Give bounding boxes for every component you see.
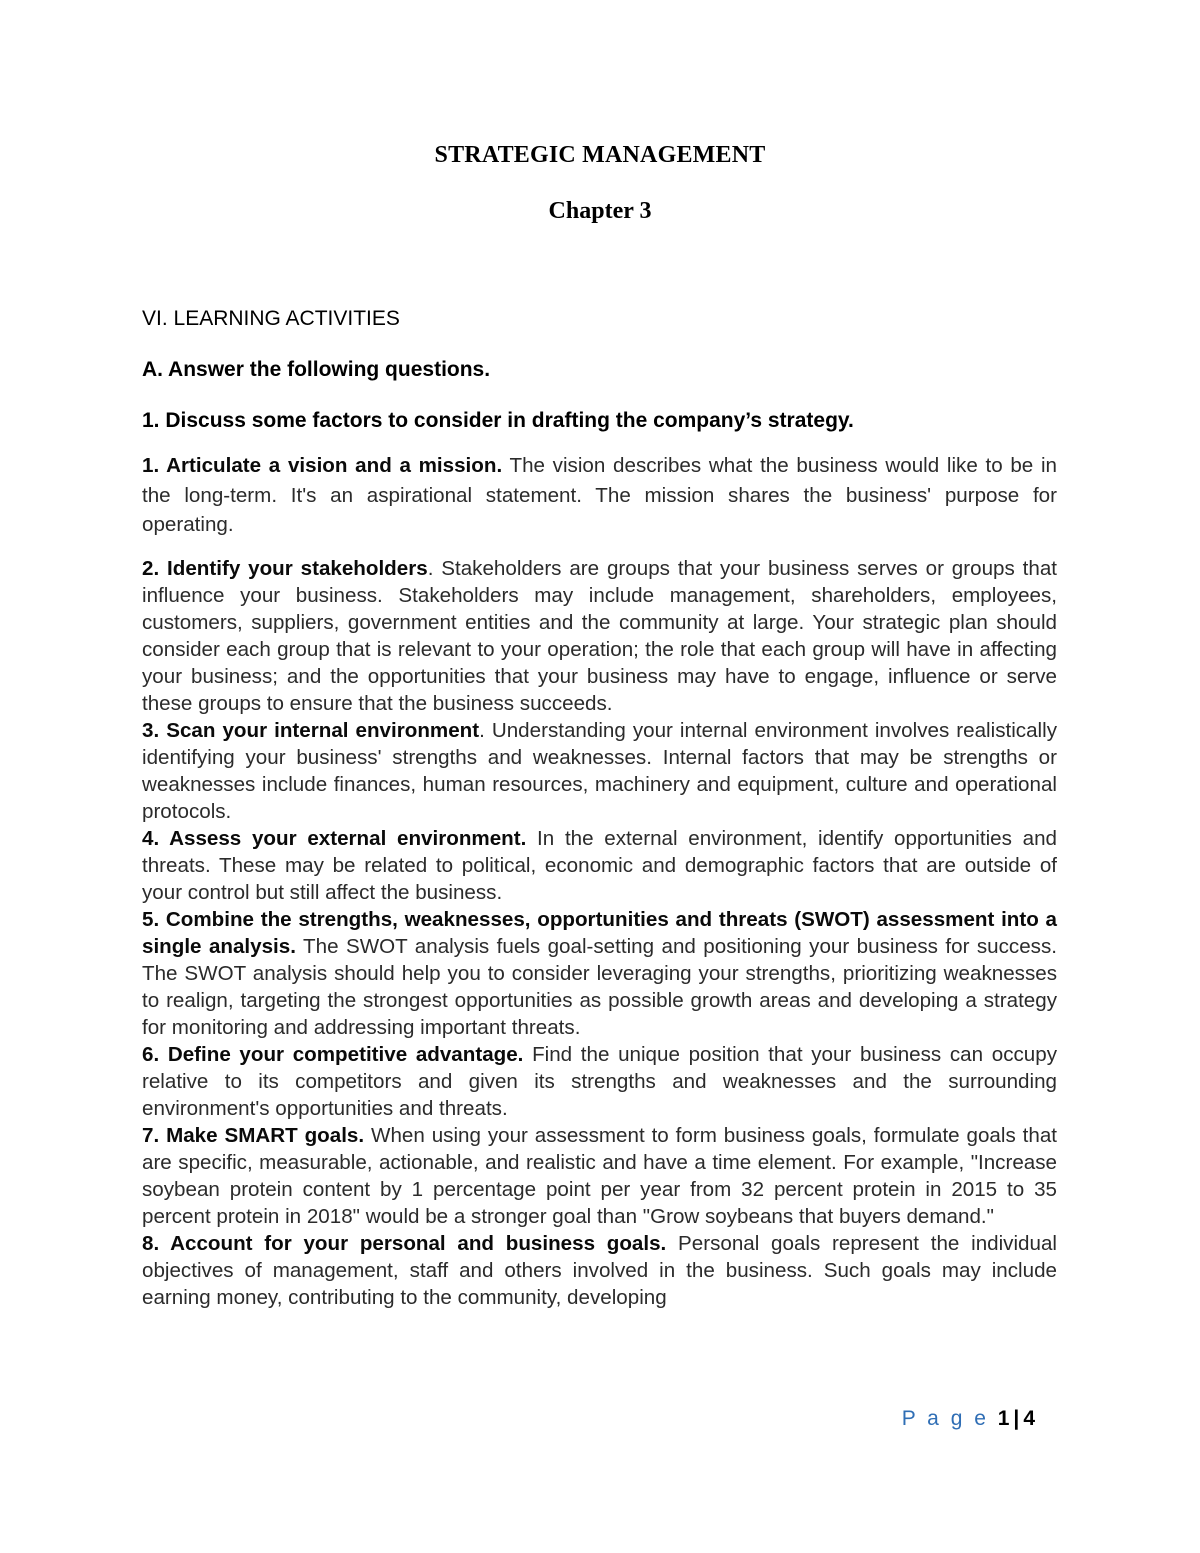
list-item (142, 1041, 1057, 1122)
list-item-lead: 6. Define your competitive advantage. (142, 1043, 524, 1066)
list-item-text: Find the unique position that your business can occupy relative to its competitors and given its strengths and weaknesses and the surrounding environment's opportunities and threats. (142, 1043, 1057, 1120)
page-footer (902, 1407, 1035, 1431)
list-item-text: Personal goals represent the individual objectives of management, staff and others involved in the business. Such goals may include earning money, contributing to the community, developing (142, 1232, 1057, 1309)
list-item-lead: 8. Account for your personal and business goals. (142, 1232, 667, 1255)
list-item-lead: 2. Identify your stakeholders (142, 557, 428, 580)
list-item (142, 825, 1057, 906)
section-heading: VI. LEARNING ACTIVITIES (142, 307, 400, 330)
list-item (142, 1230, 1057, 1311)
list-item (142, 906, 1057, 1041)
list-item (142, 1122, 1057, 1230)
list-item (142, 555, 1057, 717)
total-pages: 4 (1023, 1407, 1035, 1430)
list-item-text: When using your assessment to form business goals, formulate goals that are specific, measurable, actionable, and realistic and have a time element. For example, "Increase soybean protein content by 1 percentage point per year from 32 percent protein in 2015 to 35 percent protein in 2018" would be a stronger goal than "Grow soybeans that buyers demand." (142, 1124, 1058, 1228)
document-title: STRATEGIC MANAGEMENT (434, 142, 766, 168)
list-item (142, 717, 1057, 825)
instruction-heading: A. Answer the following questions. (142, 358, 491, 381)
list-item-lead: 7. Make SMART goals. (142, 1124, 365, 1147)
list-item (142, 451, 1057, 540)
list-item-text: The SWOT analysis fuels goal-setting and positioning your business for success. The SWOT analysis should help you to consider leveraging your strengths, prioritizing weaknesses to realign, targeting the strongest opportunities as possible growth areas and developing a strategy for monitoring and addressing important threats. (142, 935, 1057, 1039)
list-item-text: . Understanding your internal environment involves realistically identifying your business' strengths and weaknesses. Internal factors that may be strengths or weaknesses include finances, human resources, machinery and equipment, culture and operational protocols. (142, 719, 1057, 823)
list-item-lead: 4. Assess your external environment. (142, 827, 527, 850)
list-item-text: In the external environment, identify opportunities and threats. These may be related to political, economic and demographic factors that are outside of your control but still affect the business. (142, 827, 1058, 904)
page-label: P a g e (901, 1407, 989, 1430)
list-item-lead: 5. Combine the strengths, weaknesses, opportunities and threats (SWOT) assessment into a single analysis. (142, 908, 1057, 958)
page-number: 1 (997, 1407, 1010, 1430)
chapter-heading: Chapter 3 (548, 198, 652, 224)
page-separator: | (1013, 1407, 1020, 1430)
list-item-lead: 3. Scan your internal environment (142, 719, 480, 742)
list-item-text: The vision describes what the business would like to be in the long-term. It's an aspirational statement. The mission shares the business' purpose for operating. (142, 454, 1057, 536)
factor-list (142, 555, 1057, 1311)
list-item-text: . Stakeholders are groups that your business serves or groups that influence your business. Stakeholders may include management, shareholders, employees, customers, suppliers, government entities and the community at large. Your strategic plan should consider each group that is relevant to your operation; the role that each group will have in affecting your business; and the opportunities that your business may have to engage, influence or serve these groups to ensure that the business succeeds. (142, 557, 1057, 715)
list-item-lead: 1. Articulate a vision and a mission. (142, 454, 503, 477)
question-heading: 1. Discuss some factors to consider in drafting the company’s strategy. (142, 409, 854, 432)
